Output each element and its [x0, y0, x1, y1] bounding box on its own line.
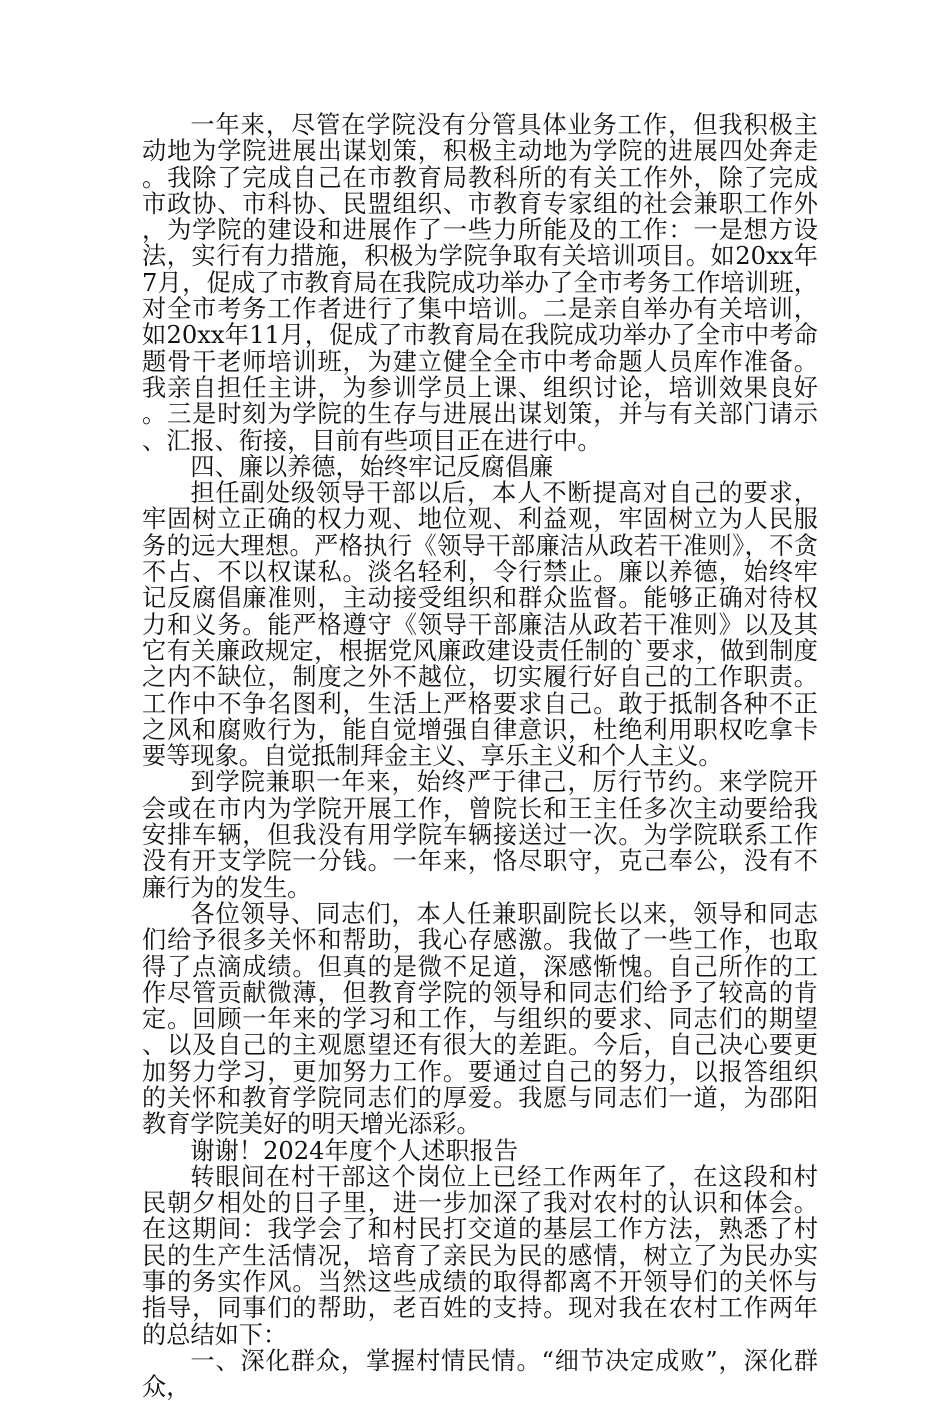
paragraph-integrity-standards: 担任副处级领导干部以后，本人不断提高对自己的要求，牢固树立正确的权力观、地位观、利益观，牢固树立为人民服务的远大理想。严格执行《领导干部廉洁从政若干准则》，不贪不占、不以权谋私。淡名轻利，令行禁止。廉以养德，始终牢记反腐倡廉准则，主动接受组织和群众监督。能够正确对待权力和义务。能严格遵守《领导干部廉洁从政若干准则》以及其它有关廉政规定，根据党风廉政建设责任制的`要求，做到制度之内不缺位，制度之外不越位，切实履行好自己的工作职责。工作中不争名图利，生活上严格要求自己。敢于抵制各种不正之风和腐败行为，能自觉增强自律意识，杜绝利用职权吃拿卡要等现象。自觉抵制拜金主义、享乐主义和个人主义。 [142, 479, 818, 771]
paragraph-section-one: 一、深化群众，掌握村情民情。“细节决定成败”，深化群众， [142, 1346, 818, 1401]
paragraph-village-work-intro: 转眼间在村干部这个岗位上已经工作两年了，在这段和村民朝夕相处的日子里，进一步加深了我对农村的认识和体会。在这期间：我学会了和村民打交道的基层工作方法，熟悉了村民的生产生活情况，培育了亲民为民的感情，树立了为民办实事的务实作风。当然这些成绩的取得都离不开领导们的关怀与指导，同事们的帮助，老百姓的支持。现对我在农村工作两年的总结如下： [142, 1162, 818, 1349]
paragraph-training-work: 一年来，尽管在学院没有分管具体业务工作，但我积极主动地为学院进展出谋划策，积极主动地为学院的进展四处奔走。我除了完成自己在市教育局教科所的有关工作外，除了完成市政协、市科协、民盟组织、市教育专家组的社会兼职工作外，为学院的建设和进展作了一些力所能及的工作：一是想方设法，实行有力措施，积极为学院争取有关培训项目。如20xx年7月，促成了市教育局在我院成功举办了全市考务工作培训班，对全市考务工作者进行了集中培训。二是亲自举办有关培训，如20xx年11月，促成了市教育局在我院成功举办了全市中考命题骨干老师培训班，为建立健全全市中考命题人员库作准备。我亲自担任主讲，为参训学员上课、组织讨论，培训效果良好。三是时刻为学院的生存与进展出谋划策，并与有关部门请示、汇报、衔接，目前有些项目正在进行中。 [142, 111, 818, 455]
document-body [142, 112, 818, 1401]
section-heading-integrity: 四、廉以养德，始终牢记反腐倡廉 [190, 452, 554, 481]
paragraph-closing-remarks: 各位领导、同志们，本人任兼职副院长以来，领导和同志们给予很多关怀和帮助，我心存感激。我做了一些工作，也取得了点滴成绩。但真的是微不足道，深感惭愧。自己所作的工作尽管贡献微薄，但教育学院的领导和同志们给予了较高的肯定。回顾一年来的学习和工作，与组织的要求、同志们的期望、以及自己的主观愿望还有很大的差距。今后，自己决心要更加努力学习，更加努力工作。要通过自己的努力，以报答组织的关怀和教育学院同志们的厚爱。我愿与同志们一道，为邵阳教育学院美好的明天增光添彩。 [142, 899, 818, 1139]
paragraph-frugality: 到学院兼职一年来，始终严于律己，厉行节约。来学院开会或在市内为学院开展工作，曾院长和王主任多次主动要给我安排车辆，但我没有用学院车辆接送过一次。为学院联系工作没有开支学院一分钱。一年来，恪尽职守，克己奉公，没有不廉行为的发生。 [142, 768, 818, 902]
report-title-line: 谢谢！2024年度个人述职报告 [190, 1136, 519, 1165]
